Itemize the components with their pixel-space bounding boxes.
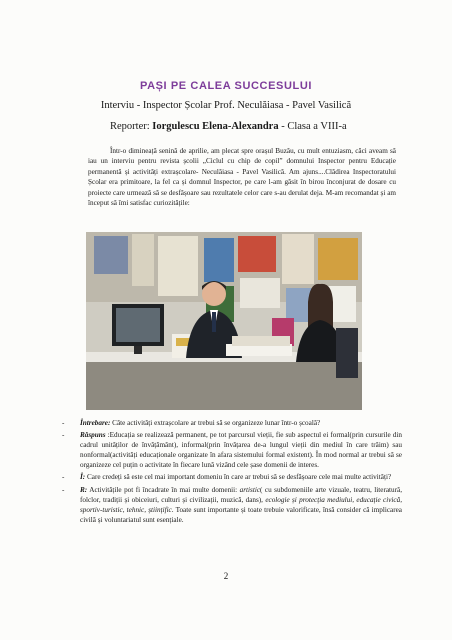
qa-lead: R: xyxy=(80,485,88,494)
interview-photo xyxy=(86,232,362,410)
qa-lead: Întrebare: xyxy=(80,419,111,427)
qa-text: Activitățile pot fi încadrate în mai multe domenii: xyxy=(87,485,240,494)
qa-text: Care credeți să este cel mai important domeniu în care ar trebui să se desfășoare cele mai multe activități? xyxy=(85,473,392,482)
qa-text: :Educația se realizează permanent, pe tot parcursul vieții, fie sub aspectul ei formal(prin cursurile din cadrul unităților de învățământ), informal(prin învățarea de-a lungul vieții din mediul în care trăim) sau nonformal(activități educaționale organizate în afara sistemului formal existent). În mod normal ar trebui să se organizeze cel puțin o activitate în fiecare lună vizând cele șase domenii de interes. xyxy=(80,431,402,470)
qa-item-question-1: - Întrebare: Câte activități extrașcolare ar trebui să se organizeze lunar într-o școală? xyxy=(62,419,321,427)
reporter-label: Reporter: xyxy=(110,121,150,132)
article-title: PAȘI PE CALEA SUCCESULUI xyxy=(139,80,313,92)
reporter-line xyxy=(110,121,347,132)
qa-item-answer-2: - R: Activitățile pot fi încadrate în mai multe domenii: artistic( cu subdomeniile arte vizuale, teatru, literatură, folclor, tradiții și obiceiuri, culturi și civilizații, muzică, dans), ecologie și protecția mediului, educație civică, sportiv-turistic, tehnic, științific. Toate sunt importante și toate trebuie valorificate, însă consider că implicarea civilă și voluntariatul sunt esențiale. xyxy=(62,485,403,524)
interview-qa-list xyxy=(62,418,402,527)
reporter-class: - Clasa a VIII-a xyxy=(281,121,347,132)
qa-item-answer-1: - Răspuns :Educația se realizează permanent, pe tot parcursul vieții, fie sub aspectul ei formal(prin cursurile din cadrul unităților de învățământ), informal(prin învățarea de-a lungul vieții din mediul în care trăim) sau nonformal(activități educaționale organizate în afara sistemului formal existent). În mod normal ar trebui să se organizeze cel puțin o activitate în fiecare lună vizând cele șase domenii de interes. xyxy=(62,431,402,470)
qa-text: . Toate sunt importante și toate trebuie valorificate, însă consider că implicarea civilă și voluntariatul sunt esențiale. xyxy=(80,505,402,524)
qa-italic: ecologie și protecția mediului, educație civică, sportiv-turistic, tehnic, științific xyxy=(80,495,403,514)
reporter-name: Iorgulescu Elena-Alexandra xyxy=(152,121,279,132)
article-subtitle: Interviu - Inspector Școlar Prof. Neculăiasa - Pavel Vasilică xyxy=(100,100,352,111)
qa-text: Câte activități extrașcolare ar trebui să se organizeze lunar într-o școală? xyxy=(110,419,321,427)
qa-italic: artistic xyxy=(239,485,261,494)
qa-lead: Î: xyxy=(80,473,86,482)
qa-lead: Răspuns xyxy=(80,431,106,440)
qa-text: ( cu subdomeniile arte vizuale, teatru, literatură, folclor, tradiții și obiceiuri, culturi și civilizații, muzică, dans), xyxy=(80,485,403,504)
intro-paragraph: Într-o dimineață senină de aprilie, am plecat spre orașul Buzău, cu mult entuziasm, căci aveam să iau un interviu pentru revista școlii „Ciclul cu chip de copil” domnului Inspector pentru Educație permanentă și activități extrașcolare- Neculăiasa - Pavel Vasilică. Am ajuns....Clădirea Inspectoratului Școlar era primitoare, la fel ca și domnul Inspector, pe care l-am găsit în birou înconjurat de dosare cu proiecte care urmează să se desfășoare sau rezultatele celor care s-au derulat deja. M-am recomandat și am început să îmi satisfac curiozitățile: xyxy=(88,147,396,208)
page-number: 2 xyxy=(223,571,229,581)
qa-item-question-2: - Î: Care credeți să este cel mai important domeniu în care ar trebui să se desfășoare cele mai multe activități? xyxy=(62,473,392,482)
